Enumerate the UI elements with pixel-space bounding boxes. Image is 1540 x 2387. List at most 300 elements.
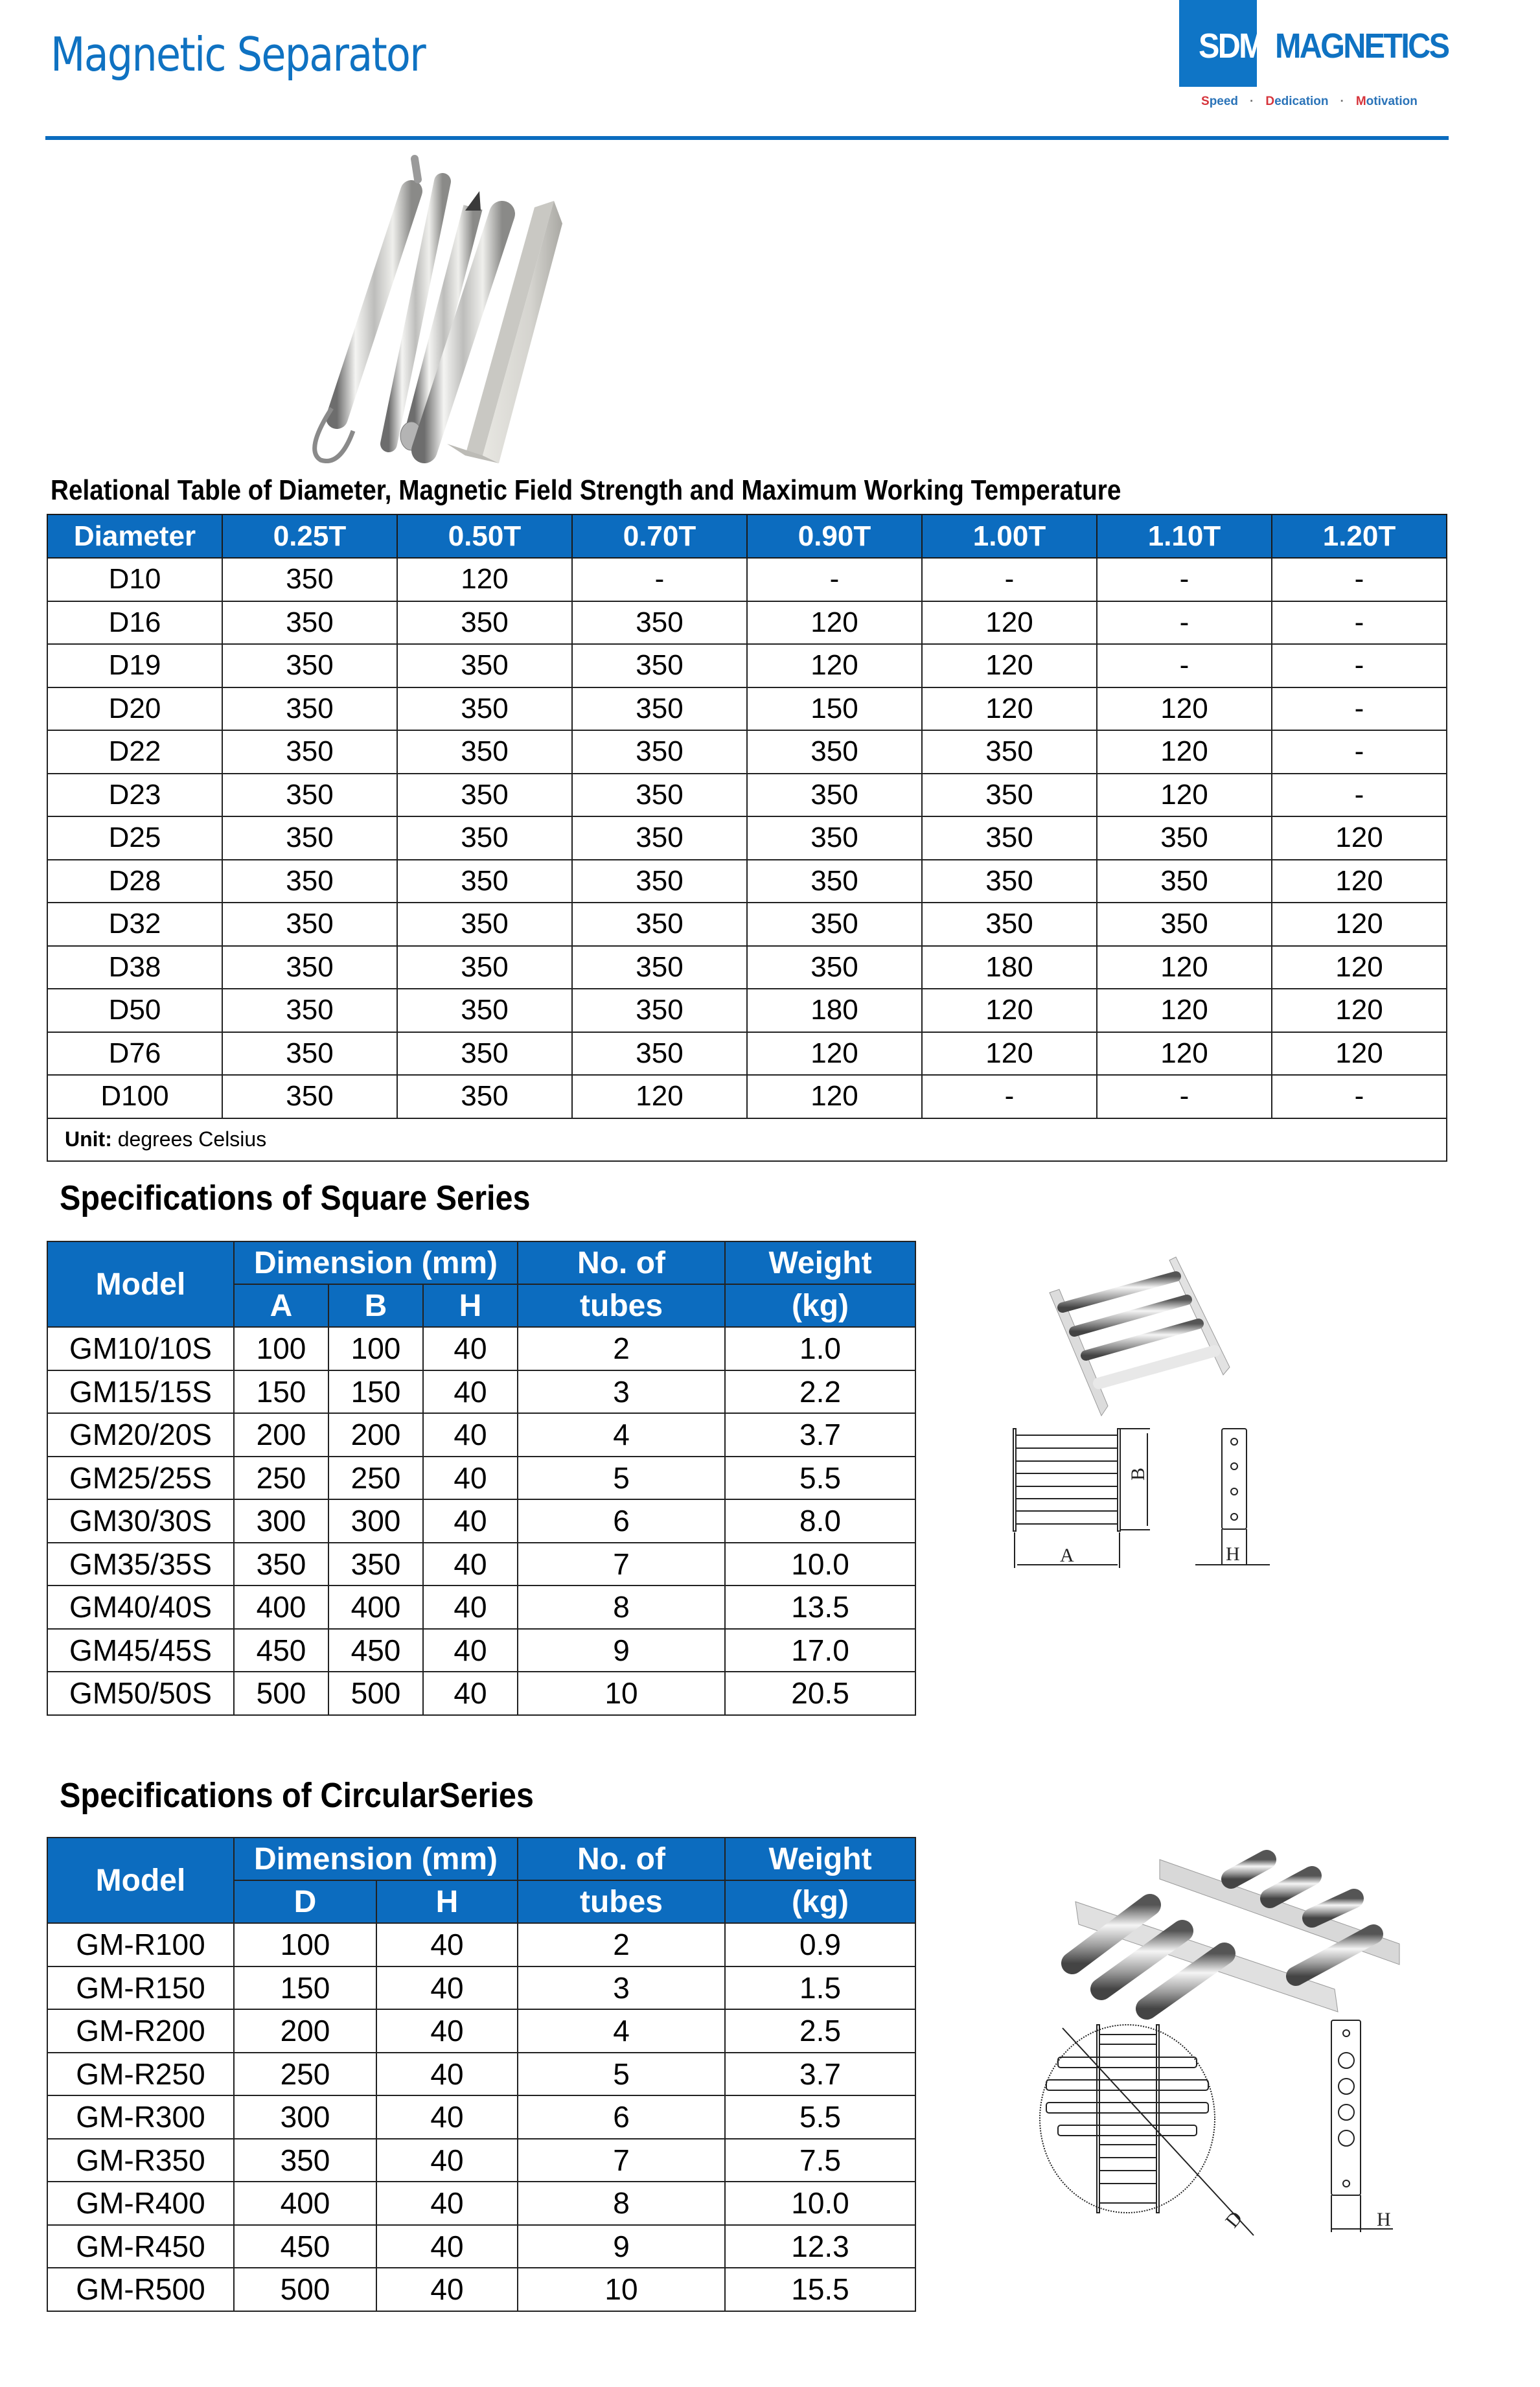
value-cell: 40 [376,2009,518,2053]
table-row [47,903,1447,946]
value-cell: 7 [518,1543,725,1586]
dimension-h-label: H [1226,1543,1240,1565]
value-cell: 200 [234,1413,328,1457]
value-cell: 400 [328,1586,423,1629]
value-cell: 5 [518,2053,725,2096]
value-cell: 120 [1097,1032,1272,1076]
value-cell: - [1272,687,1447,731]
circular-series-table-body [47,1923,915,2311]
value-cell: 350 [922,903,1097,946]
column-header-tubes-line2: tubes [518,1880,725,1923]
value-cell: 7 [518,2139,725,2182]
table-row [47,2268,915,2311]
value-cell: 450 [234,2225,376,2268]
row-label-cell: GM-R450 [47,2225,234,2268]
tagline-cap: D [1265,95,1275,108]
value-cell: 5 [518,1457,725,1500]
value-cell: 40 [423,1629,518,1672]
value-cell: 2.2 [725,1370,915,1414]
square-separator-diagram [952,1231,1445,1724]
tagline-word: peed [1209,95,1239,108]
value-cell: 13.5 [725,1586,915,1629]
value-cell: 150 [747,687,922,731]
column-header: 1.20T [1272,514,1447,558]
value-cell: 120 [747,1032,922,1076]
value-cell: 300 [234,2095,376,2139]
value-cell: 350 [397,601,572,645]
logo-mark-text: SDM [1199,27,1263,65]
value-cell: 40 [423,1499,518,1543]
value-cell: 350 [922,774,1097,817]
value-cell: 250 [234,2053,376,2096]
column-header-tubes-line2: tubes [518,1284,725,1327]
table-row [47,2139,915,2182]
square-series-table [47,1241,916,1716]
square-series-title: Specifications of Square Series [60,1179,531,1217]
value-cell: 120 [1097,946,1272,989]
table-row [47,1629,915,1672]
table-row [47,1032,1447,1076]
row-label-cell: D16 [47,601,222,645]
row-label-cell: GM-R100 [47,1923,234,1966]
table-row [47,1499,915,1543]
row-label-cell: D76 [47,1032,222,1076]
row-label-cell: D23 [47,774,222,817]
row-label-cell: D19 [47,644,222,687]
column-header-b: B [328,1284,423,1327]
value-cell: - [922,558,1097,601]
column-header-model: Model [47,1241,234,1327]
value-cell: 3 [518,1966,725,2010]
value-cell: 350 [397,687,572,731]
value-cell: 4 [518,2009,725,2053]
value-cell: 350 [222,1032,397,1076]
value-cell: 100 [234,1327,328,1370]
value-cell: - [1272,730,1447,774]
row-label-cell: GM-R400 [47,2182,234,2225]
row-label-cell: D50 [47,989,222,1032]
unit-label: Unit: [65,1127,112,1151]
value-cell: 350 [572,1032,747,1076]
circular-grate-photo-icon [1072,1860,1399,2012]
circular-front-view-drawing [1040,2025,1254,2235]
value-cell: 7.5 [725,2139,915,2182]
value-cell: 17.0 [725,1629,915,1672]
value-cell: 350 [1097,816,1272,860]
column-header-tubes: No. of [518,1241,725,1284]
table-header-row [47,1838,915,1880]
column-header-h: H [423,1284,518,1327]
value-cell: 8.0 [725,1499,915,1543]
table-row [47,2009,915,2053]
value-cell: 350 [397,774,572,817]
value-cell: 10.0 [725,1543,915,1586]
table-row [47,1075,1447,1118]
logo-name-text: MAGNETICS [1275,27,1449,65]
value-cell: 450 [328,1629,423,1672]
value-cell: 40 [423,1543,518,1586]
value-cell: 350 [222,946,397,989]
value-cell: 8 [518,2182,725,2225]
value-cell: 350 [747,730,922,774]
value-cell: 9 [518,2225,725,2268]
column-header-h: H [376,1880,518,1923]
value-cell: 120 [747,1075,922,1118]
row-label-cell: GM-R350 [47,2139,234,2182]
value-cell: - [1272,558,1447,601]
column-header-tubes: No. of [518,1838,725,1880]
circular-side-view-drawing [1331,2020,1393,2232]
value-cell: 350 [397,644,572,687]
tagline-separator: · [1340,95,1344,108]
table-row [47,2225,915,2268]
value-cell: 120 [1272,989,1447,1032]
column-header-dimension: Dimension (mm) [234,1838,518,1880]
table-row [47,1327,915,1370]
value-cell: 2 [518,1327,725,1370]
value-cell: 350 [1097,860,1272,903]
row-label-cell: GM-R150 [47,1966,234,2010]
value-cell: 40 [423,1672,518,1715]
value-cell: 40 [376,2182,518,2225]
relational-table [47,514,1447,1162]
row-label-cell: GM15/15S [47,1370,234,1414]
table-row [47,1413,915,1457]
table-row [47,644,1447,687]
value-cell: - [1272,774,1447,817]
column-header-model: Model [47,1838,234,1923]
row-label-cell: D100 [47,1075,222,1118]
value-cell: 350 [234,1543,328,1586]
value-cell: 350 [747,903,922,946]
table-row [47,1966,915,2010]
value-cell: 450 [234,1629,328,1672]
value-cell: - [922,1075,1097,1118]
value-cell: 1.5 [725,1966,915,2010]
value-cell: 350 [222,903,397,946]
value-cell: 150 [234,1370,328,1414]
value-cell: 120 [922,1032,1097,1076]
column-header: 0.70T [572,514,747,558]
value-cell: 400 [234,2182,376,2225]
magnetic-rods-product-image [292,146,1458,463]
circular-series-title: Specifications of CircularSeries [60,1776,534,1815]
value-cell: 400 [234,1586,328,1629]
row-label-cell: GM50/50S [47,1672,234,1715]
row-label-cell: GM-R500 [47,2268,234,2311]
value-cell: 180 [922,946,1097,989]
table-row [47,860,1447,903]
value-cell: 350 [222,601,397,645]
value-cell: - [1272,601,1447,645]
value-cell: 350 [1097,903,1272,946]
value-cell: 40 [423,1370,518,1414]
tagline-cap: M [1355,95,1366,108]
value-cell: 350 [222,558,397,601]
value-cell: 350 [747,774,922,817]
value-cell: 350 [397,730,572,774]
unit-note [47,1118,1447,1161]
value-cell: 3.7 [725,1413,915,1457]
value-cell: 40 [423,1413,518,1457]
value-cell: 350 [747,946,922,989]
column-header: 0.25T [222,514,397,558]
column-header: 1.00T [922,514,1097,558]
value-cell: 350 [572,644,747,687]
value-cell: 120 [747,644,922,687]
column-header: 0.90T [747,514,922,558]
value-cell: 40 [423,1586,518,1629]
logo-tagline [1201,95,1418,109]
value-cell: 350 [222,644,397,687]
column-header-dimension: Dimension (mm) [234,1241,518,1284]
value-cell: 250 [234,1457,328,1500]
table-header-row [47,1241,915,1284]
value-cell: 120 [1272,816,1447,860]
value-cell: 120 [572,1075,747,1118]
value-cell: 350 [747,860,922,903]
tagline-separator: · [1250,95,1254,108]
value-cell: 8 [518,1586,725,1629]
row-label-cell: D20 [47,687,222,731]
row-label-cell: D22 [47,730,222,774]
page-title: Magnetic Separator [51,27,425,82]
row-label-cell: GM-R200 [47,2009,234,2053]
value-cell: - [1272,644,1447,687]
row-label-cell: D38 [47,946,222,989]
value-cell: - [1097,1075,1272,1118]
column-header-d: D [234,1880,376,1923]
value-cell: 350 [922,730,1097,774]
value-cell: 350 [572,774,747,817]
value-cell: 150 [328,1370,423,1414]
table-row [47,1370,915,1414]
row-label-cell: GM10/10S [47,1327,234,1370]
value-cell: - [1097,558,1272,601]
square-series-table-body [47,1327,915,1715]
table-row [47,558,1447,601]
value-cell: 350 [397,1032,572,1076]
value-cell: 300 [234,1499,328,1543]
value-cell: 180 [747,989,922,1032]
table-row [47,946,1447,989]
row-label-cell: GM45/45S [47,1629,234,1672]
value-cell: 5.5 [725,1457,915,1500]
value-cell: 120 [922,644,1097,687]
table-row [47,2095,915,2139]
table-header-row [47,514,1447,558]
value-cell: 350 [234,2139,376,2182]
value-cell: 40 [376,2268,518,2311]
value-cell: 350 [572,601,747,645]
table-row [47,1586,915,1629]
value-cell: 300 [328,1499,423,1543]
value-cell: - [1097,601,1272,645]
table-row [47,730,1447,774]
unit-row [47,1118,1447,1161]
value-cell: 350 [222,816,397,860]
relational-table-body [47,558,1447,1118]
value-cell: 350 [572,860,747,903]
value-cell: 120 [397,558,572,601]
value-cell: 10.0 [725,2182,915,2225]
row-label-cell: GM40/40S [47,1586,234,1629]
value-cell: 150 [234,1966,376,2010]
value-cell: 6 [518,1499,725,1543]
value-cell: 350 [222,774,397,817]
value-cell: 500 [328,1672,423,1715]
column-header-a: A [234,1284,328,1327]
value-cell: 350 [572,816,747,860]
value-cell: 3.7 [725,2053,915,2096]
row-label-cell: GM20/20S [47,1413,234,1457]
value-cell: 350 [922,816,1097,860]
value-cell: 350 [397,946,572,989]
column-header: 0.50T [397,514,572,558]
circular-series-table [47,1837,916,2312]
value-cell: 500 [234,2268,376,2311]
value-cell: 350 [397,816,572,860]
value-cell: 350 [222,989,397,1032]
table-row [47,774,1447,817]
value-cell: 10 [518,2268,725,2311]
row-label-cell: D32 [47,903,222,946]
value-cell: 350 [572,946,747,989]
value-cell: 10 [518,1672,725,1715]
value-cell: 9 [518,1629,725,1672]
value-cell: 350 [222,860,397,903]
row-label-cell: GM25/25S [47,1457,234,1500]
value-cell: 350 [222,730,397,774]
value-cell: 3 [518,1370,725,1414]
value-cell: 350 [397,1075,572,1118]
value-cell: - [1272,1075,1447,1118]
value-cell: 200 [234,2009,376,2053]
column-header: Diameter [47,514,222,558]
column-header-weight: Weight [725,1241,915,1284]
table-row [47,2182,915,2225]
value-cell: 120 [1097,687,1272,731]
column-header: 1.10T [1097,514,1272,558]
value-cell: - [572,558,747,601]
value-cell: 350 [572,687,747,731]
table-row [47,989,1447,1032]
dimension-a-label: A [1060,1545,1074,1566]
dimension-b-label: B [1127,1467,1149,1481]
value-cell: 40 [376,2225,518,2268]
value-cell: 1.0 [725,1327,915,1370]
table-row [47,601,1447,645]
value-cell: 40 [423,1457,518,1500]
table-row [47,1543,915,1586]
value-cell: 120 [1272,1032,1447,1076]
dimension-d-label: D [1221,2207,1247,2232]
title-divider [45,136,1449,140]
row-label-cell: GM35/35S [47,1543,234,1586]
value-cell: 120 [922,989,1097,1032]
square-front-view-drawing [1013,1429,1150,1568]
value-cell: 350 [222,687,397,731]
tagline-word: otivation [1366,95,1418,108]
value-cell: 40 [376,2095,518,2139]
value-cell: 120 [1097,774,1272,817]
value-cell: 120 [1272,946,1447,989]
value-cell: 350 [397,860,572,903]
value-cell: 12.3 [725,2225,915,2268]
row-label-cell: GM-R250 [47,2053,234,2096]
row-label-cell: D25 [47,816,222,860]
value-cell: 2 [518,1923,725,1966]
table-row [47,1923,915,1966]
value-cell: 120 [922,687,1097,731]
table-row [47,687,1447,731]
row-label-cell: GM-R300 [47,2095,234,2139]
value-cell: 40 [376,2139,518,2182]
value-cell: 250 [328,1457,423,1500]
company-logo [1179,0,1451,117]
value-cell: 350 [328,1543,423,1586]
value-cell: 40 [423,1327,518,1370]
value-cell: 100 [328,1327,423,1370]
row-label-cell: D10 [47,558,222,601]
value-cell: 40 [376,1923,518,1966]
value-cell: 20.5 [725,1672,915,1715]
value-cell: 350 [397,989,572,1032]
value-cell: 120 [1272,903,1447,946]
value-cell: 120 [747,601,922,645]
table-row [47,2053,915,2096]
circular-separator-diagram [1011,1814,1451,2371]
value-cell: 100 [234,1923,376,1966]
value-cell: 200 [328,1413,423,1457]
dimension-h-label: H [1377,2209,1391,2230]
value-cell: 350 [572,989,747,1032]
value-cell: 350 [747,816,922,860]
table-row [47,816,1447,860]
value-cell: 120 [1097,730,1272,774]
value-cell: 15.5 [725,2268,915,2311]
tagline-word: edication [1274,95,1329,108]
value-cell: 350 [922,860,1097,903]
value-cell: 4 [518,1413,725,1457]
value-cell: 2.5 [725,2009,915,2053]
value-cell: - [1097,644,1272,687]
unit-value: degrees Celsius [111,1127,267,1151]
value-cell: 0.9 [725,1923,915,1966]
value-cell: 5.5 [725,2095,915,2139]
value-cell: 350 [572,903,747,946]
value-cell: 500 [234,1672,328,1715]
row-label-cell: GM30/30S [47,1499,234,1543]
value-cell: 40 [376,1966,518,2010]
value-cell: 120 [1272,860,1447,903]
value-cell: 40 [376,2053,518,2096]
value-cell: 120 [1097,989,1272,1032]
value-cell: 350 [222,1075,397,1118]
table-row [47,1672,915,1715]
value-cell: 6 [518,2095,725,2139]
table-row [47,1457,915,1500]
value-cell: 350 [397,903,572,946]
row-label-cell: D28 [47,860,222,903]
column-header-weight-line2: (kg) [725,1880,915,1923]
square-grate-photo-icon [1050,1257,1230,1416]
column-header-weight-line2: (kg) [725,1284,915,1327]
value-cell: 120 [922,601,1097,645]
column-header-weight: Weight [725,1838,915,1880]
value-cell: 350 [572,730,747,774]
tagline-cap: S [1201,95,1210,108]
